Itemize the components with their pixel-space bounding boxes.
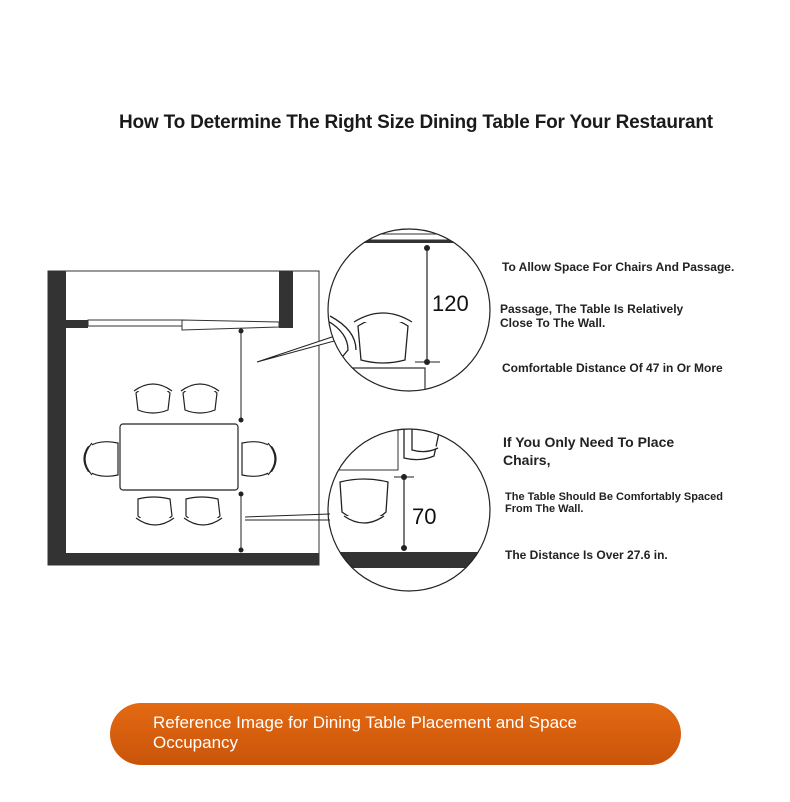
wall-bottom: [48, 553, 319, 565]
chair-icon: [134, 384, 172, 413]
wall-icon: [48, 271, 66, 565]
dimension-top-label: 120: [432, 291, 469, 316]
dimension-bottom-label: 70: [412, 504, 437, 529]
callout-bottom: [328, 428, 490, 591]
chair-icon: [184, 497, 222, 525]
room-outline: [48, 271, 319, 565]
reference-banner: [110, 703, 681, 765]
note-bottom-heading: If You Only Need To Place Chairs,: [503, 434, 675, 468]
note-bottom-2: The Distance Is Over 27.6 in.: [505, 548, 668, 562]
note-bottom-1: The Table Should Be Comfortably Spaced From The Wall.: [505, 491, 723, 515]
dimension-marker-icon: [239, 329, 244, 334]
chair-icon: [242, 442, 276, 477]
note-top-1: To Allow Space For Chairs And Passage.: [502, 260, 735, 274]
wall-right-stub: [279, 271, 293, 328]
page-title: How To Determine The Right Size Dining Table For Your Restaurant: [119, 112, 713, 133]
note-top-2: Passage, The Table Is Relatively Close To The Wall.: [500, 302, 684, 330]
note-top-3: Comfortable Distance Of 47 in Or More: [502, 361, 723, 375]
wall-left-stub: [66, 320, 88, 328]
banner-text: Reference Image for Dining Table Placement and Space Occupancy: [153, 713, 577, 752]
chair-icon: [181, 384, 219, 413]
table-icon: [120, 424, 238, 490]
chair-icon: [136, 497, 174, 525]
floor-plan: [48, 271, 338, 565]
callout-top: [300, 229, 500, 395]
chair-icon: [84, 442, 118, 477]
